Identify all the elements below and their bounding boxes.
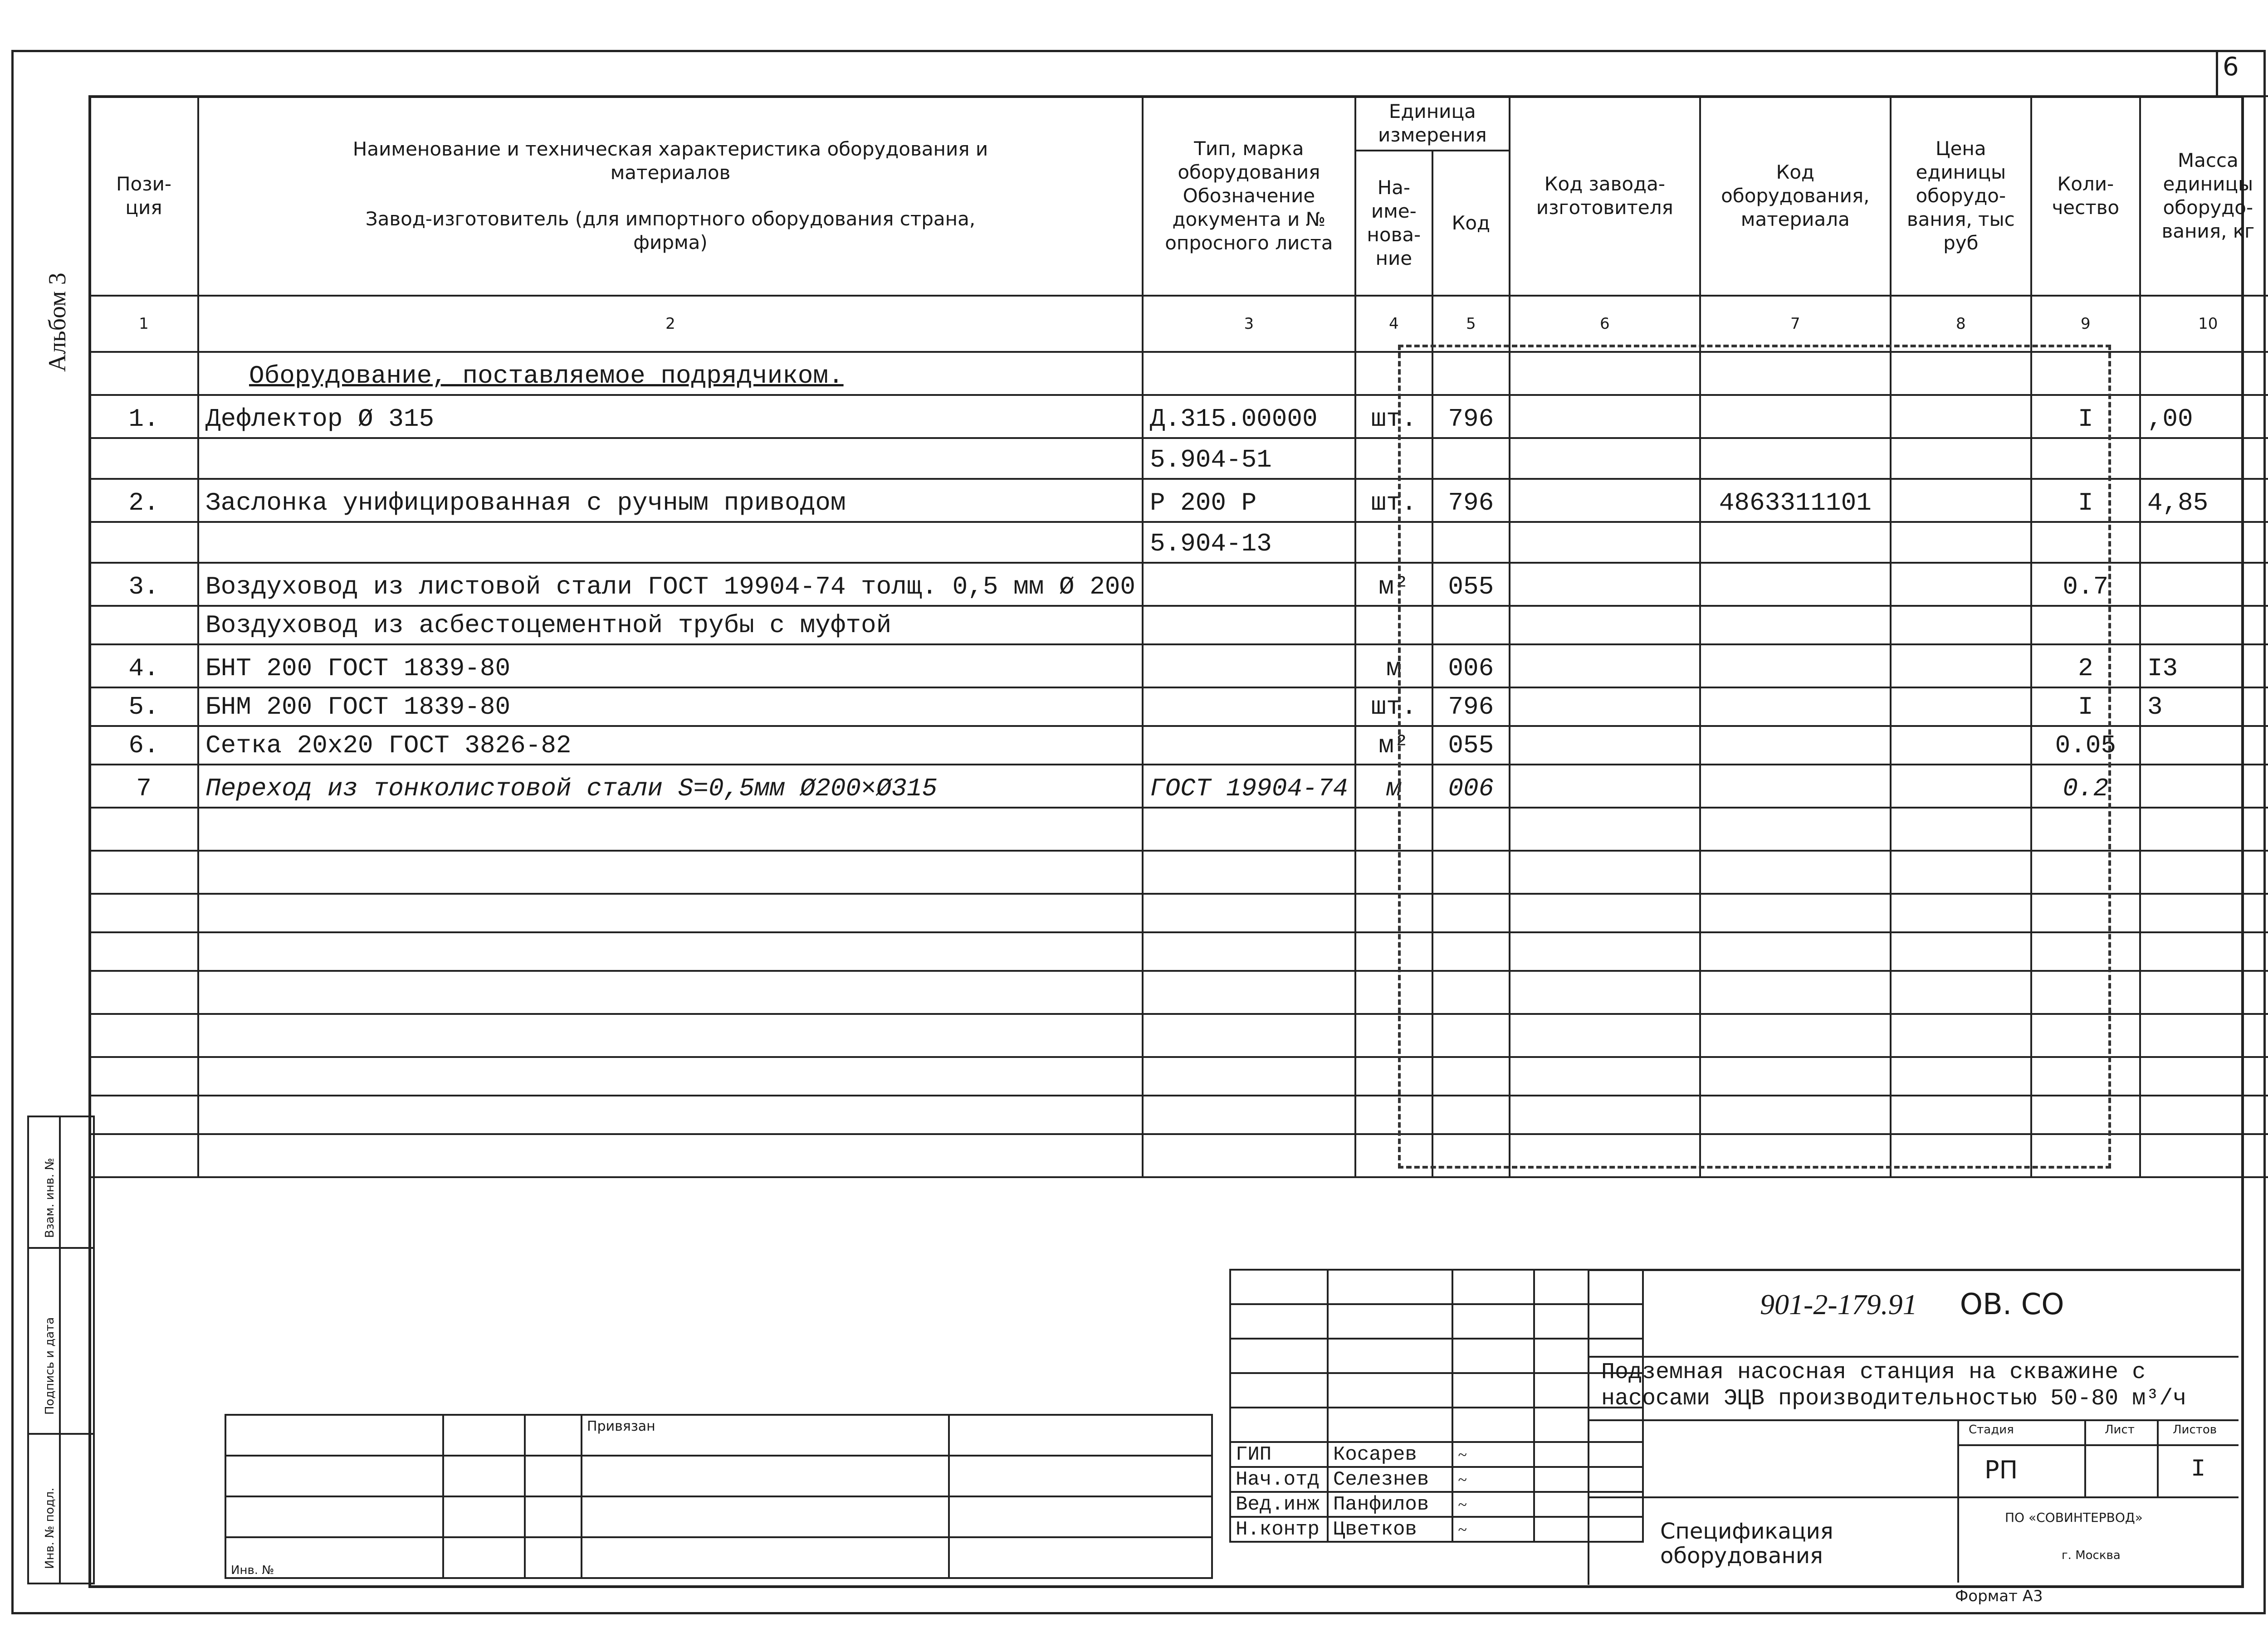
sheets-value: I <box>2191 1456 2206 1483</box>
sheet-label: Лист <box>2105 1423 2135 1437</box>
header-price: Цена единицы оборудо-вания, тыс руб <box>1891 96 2031 296</box>
signature: ~ <box>1452 1492 1534 1517</box>
mass-cell: 4,85 <box>2140 479 2268 522</box>
type-cell <box>1143 644 1355 687</box>
signer-name: Цветков <box>1328 1517 1452 1542</box>
section-pos-cell <box>89 352 198 395</box>
column-number: 8 <box>1891 296 2031 352</box>
pos-cell: 4. <box>89 644 198 687</box>
code-cell: 055 <box>1432 563 1510 606</box>
name-cell <box>198 522 1143 563</box>
unit-cell: м² <box>1355 563 1432 606</box>
album-label: Альбом 3 <box>44 273 71 372</box>
header-unit: Единица измерения <box>1355 96 1510 151</box>
header-name <box>198 96 1143 296</box>
type-cell <box>1143 726 1355 765</box>
format-label: Формат А3 <box>1955 1587 2043 1605</box>
name-cell: БНМ 200 ГОСТ 1839-80 <box>198 687 1143 726</box>
signer-role: Вед.инж <box>1230 1492 1328 1517</box>
column-number: 7 <box>1700 296 1891 352</box>
header-type: Тип, марка оборудования Обозначение документа и № опросного листа <box>1143 96 1355 296</box>
signature: ~ <box>1452 1442 1534 1467</box>
pos-cell: 7 <box>89 765 198 808</box>
column-number: 3 <box>1143 296 1355 352</box>
doc-code-mark: ОВ. СО <box>1960 1288 2064 1321</box>
unit-cell: шт. <box>1355 687 1432 726</box>
bound-block <box>225 1414 1213 1579</box>
stage-value: РП <box>1984 1456 2018 1484</box>
unit-cell: м <box>1355 644 1432 687</box>
pos-cell: 6. <box>89 726 198 765</box>
mass-cell: 3 <box>2140 687 2268 726</box>
stamp-signature-date: Подпись и дата <box>43 1317 57 1415</box>
qty-cell: 0.2 <box>2031 765 2140 808</box>
name-cell <box>198 438 1143 479</box>
unit-cell: шт. <box>1355 395 1432 438</box>
name-cell: Сетка 20х20 ГОСТ 3826-82 <box>198 726 1143 765</box>
qty-cell: I <box>2031 395 2140 438</box>
column-number: 4 <box>1355 296 1432 352</box>
org-city: г. Москва <box>2062 1549 2121 1562</box>
name-cell: БНТ 200 ГОСТ 1839-80 <box>198 644 1143 687</box>
header-unit-name: На-име-нова-ние <box>1355 151 1432 296</box>
qty-cell: 0.7 <box>2031 563 2140 606</box>
signer-role: Н.контр <box>1230 1517 1328 1542</box>
code-cell: 006 <box>1432 644 1510 687</box>
bound-label: Привязан <box>582 1415 949 1456</box>
name-cell: Воздуховод из листовой стали ГОСТ 19904-74 толщ. 0,5 мм Ø 200 <box>198 563 1143 606</box>
pos-cell <box>89 438 198 479</box>
column-number: 6 <box>1510 296 1700 352</box>
signer-name: Панфилов <box>1328 1492 1452 1517</box>
pos-cell <box>89 606 198 644</box>
header-mfr-code: Код завода-изготовителя <box>1510 96 1700 296</box>
pos-cell: 5. <box>89 687 198 726</box>
type-cell <box>1143 606 1355 644</box>
qty-cell: 0.05 <box>2031 726 2140 765</box>
type-cell: Д.315.00000 <box>1143 395 1355 438</box>
type-cell: Р 200 Р <box>1143 479 1355 522</box>
mass-cell: I3 <box>2140 644 2268 687</box>
qty-cell: I <box>2031 479 2140 522</box>
code-cell: 796 <box>1432 687 1510 726</box>
header-position: Пози- ция <box>89 96 198 296</box>
highlight-frame <box>1398 345 2111 1169</box>
signature: ~ <box>1452 1467 1534 1492</box>
sheet-number: 6 <box>2223 52 2239 82</box>
type-cell: ГОСТ 19904-74 <box>1143 765 1355 808</box>
header-qty: Коли-чество <box>2031 96 2140 296</box>
mass-cell <box>2140 563 2268 606</box>
pos-cell: 3. <box>89 563 198 606</box>
document-code <box>1760 1288 2064 1321</box>
unit-cell: м² <box>1355 726 1432 765</box>
mass-cell: ,00 <box>2140 395 2268 438</box>
mass-cell <box>2140 606 2268 644</box>
qty-cell: I <box>2031 687 2140 726</box>
header-name-main: Наименование и техническая характеристика оборудования и материалов <box>352 138 988 184</box>
column-number: 2 <box>198 296 1143 352</box>
org-name: ПО «СОВИНТЕРВОД» <box>2005 1510 2143 1525</box>
sheets-label: Листов <box>2173 1423 2217 1437</box>
column-number: 5 <box>1432 296 1510 352</box>
pos-cell <box>89 522 198 563</box>
signer-role: Нач.отд <box>1230 1467 1328 1492</box>
title-block-signers <box>1229 1269 1644 1543</box>
inv-label: Инв. № <box>225 1537 443 1578</box>
code-cell: 796 <box>1432 395 1510 438</box>
equip-cell: 4863311101 <box>1700 479 1891 522</box>
section-title-text: Оборудование, поставляемое подрядчиком. <box>249 361 844 390</box>
code-cell: 796 <box>1432 479 1510 522</box>
name-cell: Воздуховод из асбестоцементной трубы с муфтой <box>198 606 1143 644</box>
type-cell: 5.904-13 <box>1143 522 1355 563</box>
pos-cell: 1. <box>89 395 198 438</box>
code-cell: 006 <box>1432 765 1510 808</box>
qty-cell: 2 <box>2031 644 2140 687</box>
type-cell: 5.904-51 <box>1143 438 1355 479</box>
section-title <box>198 352 1143 395</box>
pos-cell: 2. <box>89 479 198 522</box>
stamp-inv-original: Инв. № подл. <box>43 1487 57 1569</box>
unit-cell: м <box>1355 765 1432 808</box>
signer-name: Селезнев <box>1328 1467 1452 1492</box>
doc-code-number: 901-2-179.91 <box>1760 1288 1917 1320</box>
mass-cell <box>2140 522 2268 563</box>
project-title: Подземная насосная станция на скважине с насосами ЭЦВ производительностью 50-80 м³/ч <box>1601 1359 2187 1412</box>
name-cell: Заслонка унифицированная с ручным приводом <box>198 479 1143 522</box>
stamp-inv-replace: Взам. инв. № <box>43 1158 57 1238</box>
signer-role: ГИП <box>1230 1442 1328 1467</box>
unit-cell: шт. <box>1355 479 1432 522</box>
column-number: 1 <box>89 296 198 352</box>
sheet-title: Спецификация оборудования <box>1660 1519 1833 1569</box>
header-unit-code: Код <box>1432 151 1510 296</box>
code-cell: 055 <box>1432 726 1510 765</box>
column-number: 9 <box>2031 296 2140 352</box>
mass-cell <box>2140 726 2268 765</box>
name-cell: Дефлектор Ø 315 <box>198 395 1143 438</box>
header-mass: Масса единицы оборудо-вания, кг <box>2140 96 2268 296</box>
mass-cell <box>2140 765 2268 808</box>
stage-label: Стадия <box>1969 1423 2014 1437</box>
signer-name: Косарев <box>1328 1442 1452 1467</box>
header-equip-code: Код оборудования, материала <box>1700 96 1891 296</box>
type-cell <box>1143 687 1355 726</box>
name-cell: Переход из тонколистовой стали S=0,5мм Ø200×Ø315 <box>198 765 1143 808</box>
mass-cell <box>2140 438 2268 479</box>
signature: ~ <box>1452 1517 1534 1542</box>
header-name-sub: Завод-изготовитель (для импортного оборудования страна, фирма) <box>365 208 976 253</box>
side-stamp <box>27 1116 95 1584</box>
column-number: 10 <box>2140 296 2268 352</box>
type-cell <box>1143 563 1355 606</box>
